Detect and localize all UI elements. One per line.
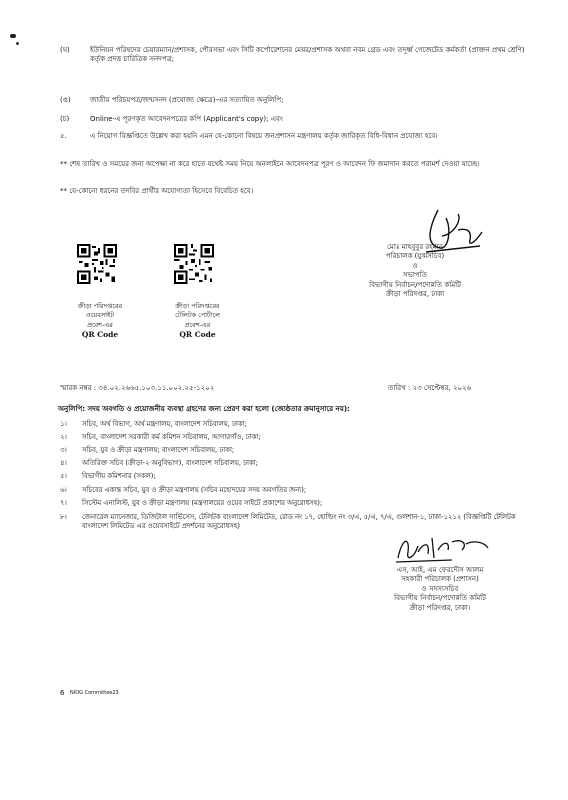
scan-dots — [16, 42, 19, 45]
qr-code-teletalk[interactable] — [172, 244, 216, 284]
signatory-committee: বিভাগীয় নির্বাচন/পদোন্নতি কমিটি — [394, 594, 486, 603]
copy-item-number: ১। — [60, 420, 67, 428]
qr-caption-line: প্রবেশ-এর — [184, 320, 211, 329]
item-mark: ৫. — [60, 132, 67, 140]
copy-item — [60, 433, 520, 445]
signatory-1-block — [345, 243, 485, 300]
signatory-name: এস, আই, এম ফেরদৌস আলম — [396, 566, 484, 574]
item-cha — [60, 115, 530, 129]
item-text: Online-এ পূরণকৃত আবেদনপত্রের কপি (Applicant's copy); এবং — [90, 115, 283, 123]
signatory-designation: পরিচালক (যুগ্মসচিব) — [385, 252, 445, 261]
qr-caption-website — [55, 302, 145, 341]
signature-2 — [392, 528, 492, 568]
qr-caption-teletalk — [150, 302, 245, 341]
qr-caption-label: QR Code — [81, 330, 119, 340]
copy-item-number: ৬। — [60, 486, 67, 494]
copy-item — [60, 446, 520, 458]
item-mark: (ঘ) — [60, 46, 70, 54]
signatory-2-block — [370, 566, 510, 613]
item-text: এ নিয়োগ বিজ্ঞপ্তিতে উল্লেখ করা হয়নি এমন যে-কোনো বিষয়ে জনপ্রশাসন মন্ত্রণালয় কর্তৃক জারিকৃত বিধি-বিধান প্রযোজ্য হবে। — [90, 132, 438, 140]
copy-item — [60, 499, 520, 511]
note-lobbying: ** যে-কোনো ধরনের তদবির প্রার্থীর অযোগ্যতা হিসেবে বিবেচিত হবে। — [60, 187, 254, 195]
qr-code-website[interactable] — [75, 244, 119, 284]
copy-item-text: জেনারেল ম্যানেজার, ডিজিটাল সার্ভিসেস, টেলিটক বাংলাদেশ লিমিটেড, রোড নং ১৭, হোল্ডিং নং ৩/এ, ৫/এ, ৭/এ, গুলশান-১, ঢাকা-১২১২ (বিজ্ঞপ্তিটি টেলিটক বাংলাদেশ লিমিটেড এর ওয়েবসাইটে প্রদর্শনের অনুরোধসহ) — [82, 513, 516, 531]
qr-caption-line: ওয়েবসাইট — [86, 311, 114, 320]
signatory-and: ও — [412, 261, 418, 270]
copy-item-text: সচিব, যুব ও ক্রীড়া মন্ত্রণালয়; বাংলাদেশ সচিবালয়, ঢাকা; — [82, 446, 235, 454]
note-deadline: ** শেষ তারিখ ও সময়ের জন্য অপেক্ষা না করে হাতে যথেষ্ট সময় নিয়ে অনলাইনে আবেদনপত্র পূরণ ও আবেদন ফি জমাদান করতে পরামর্শ দেওয়া যাচ্ছে। — [60, 160, 480, 168]
qr-caption-line: ক্রীড়া পরিদপ্তরের — [77, 302, 123, 310]
item-text: জাতীয় পরিচয়পত্র/জন্মসনদ (প্রযোজ্য ক্ষেত্রে)-এর সত্যায়িত অনুলিপি; — [90, 96, 284, 104]
footer-label: NIOG Committee23 — [70, 690, 119, 696]
copy-item-text: বিভাগীয় কমিশনার (সকল); — [82, 472, 156, 480]
copy-item — [60, 486, 520, 498]
copy-item-number: ২। — [60, 433, 67, 441]
footer-page-number: 6 — [60, 689, 65, 697]
signatory-designation: সহকারী পরিচালক (প্রশাসন) — [401, 575, 479, 584]
copy-heading: অনুলিপি: সদয় অবগতি ও প্রয়োজনীয় ব্যবস্থা গ্রহণের জন্য প্রেরণ করা হলো (জ্যেষ্ঠতার ক্রমানুসারে নয়): — [58, 405, 350, 413]
copy-item-text: সচিব, অর্থ বিভাগ, অর্থ মন্ত্রণালয়, বাংলাদেশ সচিবালয়, ঢাকা; — [82, 420, 247, 428]
copy-item — [60, 420, 520, 432]
item-umo — [60, 96, 530, 110]
signatory-office: ক্রীড়া পরিদপ্তর, ঢাকা। — [409, 603, 471, 612]
memo-date: তারিখ : ২৩ সেপ্টেম্বর, ২০২৬ — [388, 384, 472, 392]
qr-caption-line: ক্রীড়া পরিদপ্তরের — [175, 302, 220, 310]
item-gha — [60, 46, 530, 76]
copy-item-text: সিস্টেম এনালিস্ট, যুব ও ক্রীড়া মন্ত্রণালয় (মন্ত্রণালয়ের ওয়েব সাইটে প্রকাশের অনুরোধসহ); — [82, 499, 323, 507]
copy-item-number: ৭। — [60, 499, 67, 507]
copy-item-number: ৩। — [60, 446, 67, 454]
memo-number: স্মারক নম্বর : ৩৪.০২.২৬৬৫.১০৩.১১.০০২.২৫-১২০২ — [60, 384, 215, 392]
item-mark: (চ) — [60, 115, 70, 123]
copy-item-text: অতিরিক্ত সচিব (ক্রীড়া-২ অনুবিভাগ), বাংলাদেশ সচিবালয়, ঢাকা; — [82, 459, 258, 467]
signatory-and: ও সদস্যসচিব — [421, 584, 459, 593]
copy-item-number: ৫। — [60, 472, 67, 480]
copy-item-text: সচিব, বাংলাদেশ সরকারী কর্ম কমিশন সচিবালয়, আগারগাঁও, ঢাকা; — [82, 433, 261, 441]
item-5 — [60, 132, 530, 156]
copy-item — [60, 459, 520, 471]
qr-caption-line: টেলিটক পোর্টালে — [175, 311, 220, 320]
copy-item — [60, 472, 520, 484]
copy-item-text: সচিবের একান্ত সচিব, যুব ও ক্রীড়া মন্ত্রণালয় (সচিব মহোদয়ের সদয় অবগতির জন্য); — [82, 486, 307, 494]
signatory-role: সভাপতি — [403, 271, 427, 280]
copy-item-number: ৪। — [60, 459, 67, 467]
item-mark: (ঙ) — [60, 96, 71, 104]
signatory-committee: বিভাগীয় নির্বাচন/পদোন্নতি কমিটি — [369, 280, 461, 289]
qr-caption-line: প্রবেশ-এর — [87, 320, 113, 329]
item-text: ইউনিয়ন পরিষদের চেয়ারম্যান/প্রশাসক, পৌরসভা এবং সিটি কর্পোরেশনের মেয়র/প্রশাসক অথবা নবম গ্রেড এবং তদূর্ধ্ব গেজেটেড কর্মকর্তা (প্রাক্তন প্রথম শ্রেণি) কর্তৃক প্রদত্ত চারিত্রিক সনদপত্র; — [90, 46, 525, 64]
signatory-name: মোঃ মাহবুবুর রহমান — [387, 243, 443, 251]
scan-dots — [10, 34, 16, 38]
copy-item-number: ৮। — [60, 513, 67, 521]
signatory-office: ক্রীড়া পরিদপ্তর, ঢাকা — [385, 290, 445, 299]
qr-caption-label: QR Code — [179, 330, 216, 340]
